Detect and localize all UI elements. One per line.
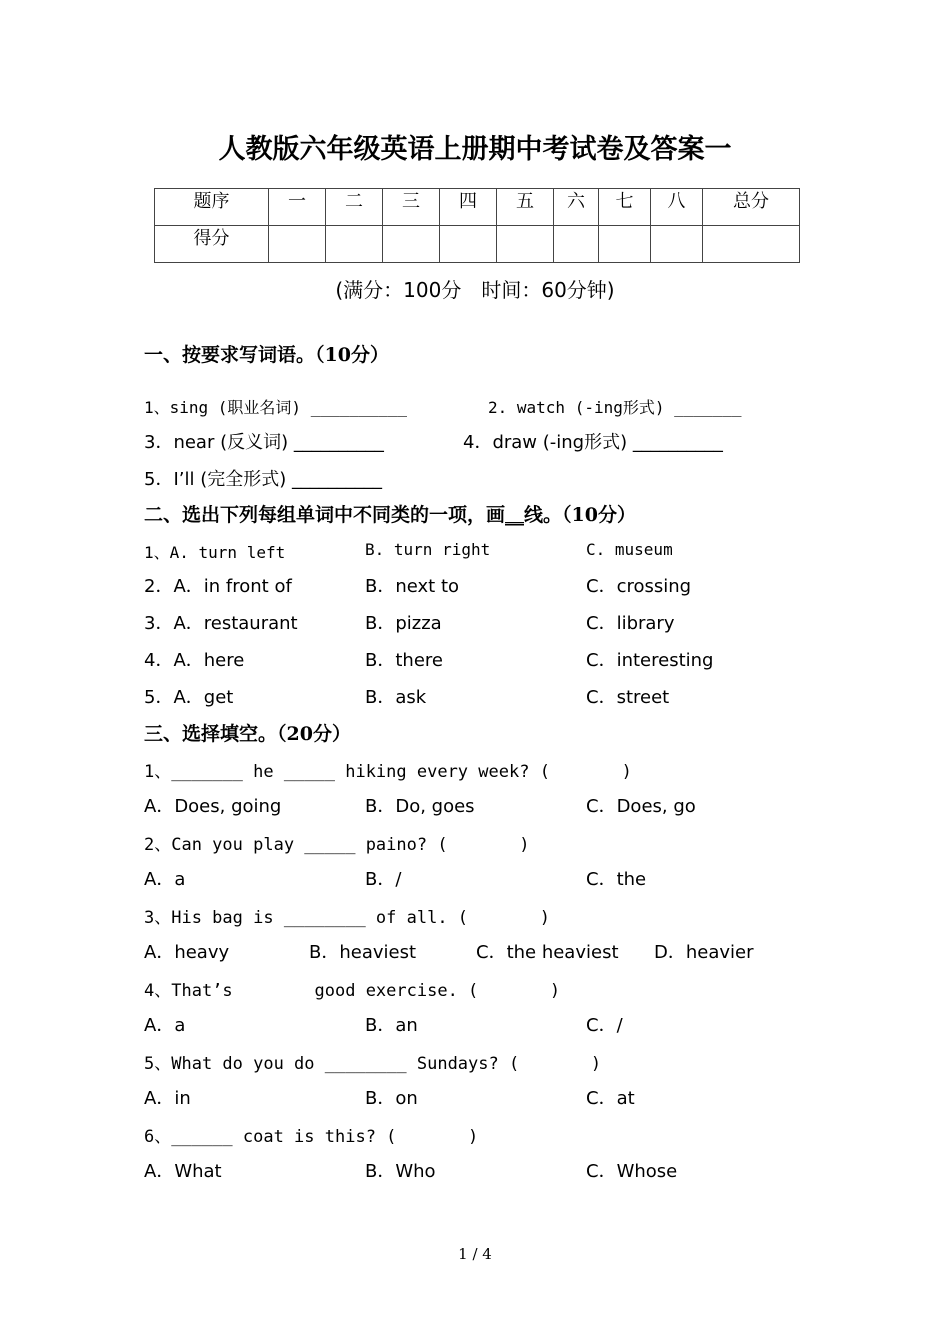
s3-q4-option-a: A．a bbox=[144, 1015, 186, 1036]
s3-q2-option-b: B．/ bbox=[365, 869, 402, 890]
s1-question-5: 5．I’ll (完全形式) __________ bbox=[144, 469, 382, 490]
s3-q2-option-c: C．the bbox=[586, 869, 647, 890]
score-header-cell: 五 bbox=[497, 189, 554, 226]
score-cell[interactable] bbox=[554, 226, 599, 263]
score-header-cell: 三 bbox=[383, 189, 440, 226]
s3-q6-option-b: B．Who bbox=[365, 1161, 436, 1182]
s3-question-3: 3、His bag is ________ of all. ( ) bbox=[144, 908, 550, 928]
s1-question-2: 2. watch (-ing形式) _______ bbox=[488, 398, 742, 417]
s3-q6-option-c: C．Whose bbox=[586, 1161, 678, 1182]
s2-row3-option-b: B．pizza bbox=[365, 613, 442, 634]
s3-question-2: 2、Can you play _____ paino? ( ) bbox=[144, 835, 530, 855]
s2-row5-option-a: 5．A．get bbox=[144, 687, 234, 708]
score-cell[interactable] bbox=[383, 226, 440, 263]
s3-q1-option-a: A．Does, going bbox=[144, 796, 282, 817]
s3-question-1: 1、_______ he _____ hiking every week? ( ) bbox=[144, 762, 632, 782]
s2-row2-option-b: B．next to bbox=[365, 576, 460, 597]
s2-row5-option-b: B．ask bbox=[365, 687, 427, 708]
s2-row1-option-c: C. museum bbox=[586, 540, 673, 559]
section1-heading: 一、按要求写词语。（10分） bbox=[144, 344, 389, 366]
s3-question-5: 5、What do you do ________ Sundays? ( ) bbox=[144, 1054, 602, 1074]
score-header-cell: 题序 bbox=[155, 189, 269, 226]
s2-row3-option-c: C．library bbox=[586, 613, 675, 634]
s2-row2-option-c: C．crossing bbox=[586, 576, 692, 597]
s3-q5-option-c: C．at bbox=[586, 1088, 635, 1109]
page-number: 1 / 4 bbox=[458, 1245, 492, 1263]
s2-row4-option-a: 4．A．here bbox=[144, 650, 245, 671]
s2-row4-option-b: B．there bbox=[365, 650, 443, 671]
s3-q6-option-a: A．What bbox=[144, 1161, 222, 1182]
s3-q4-option-b: B．an bbox=[365, 1015, 418, 1036]
page-title: 人教版六年级英语上册期中考试卷及答案一 bbox=[218, 134, 732, 165]
s3-q5-option-b: B．on bbox=[365, 1088, 418, 1109]
s3-question-6: 6、______ coat is this? ( ) bbox=[144, 1127, 479, 1147]
s1-question-4: 4．draw (-ing形式) __________ bbox=[463, 432, 723, 453]
score-header-cell: 二 bbox=[326, 189, 383, 226]
score-cell[interactable] bbox=[326, 226, 383, 263]
s1-question-1: 1、sing (职业名词) __________ bbox=[144, 398, 408, 417]
score-cell[interactable] bbox=[269, 226, 326, 263]
score-cell[interactable] bbox=[599, 226, 651, 263]
s3-q3-option-a: A．heavy bbox=[144, 942, 230, 963]
s2-row2-option-a: 2．A．in front of bbox=[144, 576, 292, 597]
s2-row1-option-a: 1、A. turn left bbox=[144, 543, 286, 562]
section2-heading-underline: __ bbox=[505, 504, 525, 526]
score-header-cell: 七 bbox=[599, 189, 651, 226]
s3-q1-option-c: C．Does, go bbox=[586, 796, 696, 817]
score-table-score-row bbox=[155, 226, 800, 263]
score-cell[interactable] bbox=[651, 226, 703, 263]
s3-q4-option-c: C．/ bbox=[586, 1015, 623, 1036]
s3-q3-option-c: C．the heaviest bbox=[476, 942, 619, 963]
section3-heading: 三、选择填空。（20分） bbox=[144, 723, 351, 745]
s3-q1-option-b: B．Do, goes bbox=[365, 796, 475, 817]
s3-q3-option-b: B．heaviest bbox=[309, 942, 417, 963]
score-row-label: 得分 bbox=[155, 226, 269, 263]
s2-row5-option-c: C．street bbox=[586, 687, 670, 708]
s3-q2-option-a: A．a bbox=[144, 869, 186, 890]
s3-q3-option-d: D．heavier bbox=[654, 942, 754, 963]
score-header-cell: 四 bbox=[440, 189, 497, 226]
s3-question-4: 4、That’s good exercise. ( ) bbox=[144, 981, 561, 1001]
score-table bbox=[154, 188, 800, 263]
score-cell[interactable] bbox=[703, 226, 800, 263]
score-header-cell: 一 bbox=[269, 189, 326, 226]
section2-heading-text-end: 线。（10分） bbox=[524, 504, 636, 526]
score-cell[interactable] bbox=[497, 226, 554, 263]
s3-q5-option-a: A．in bbox=[144, 1088, 191, 1109]
s2-row1-option-b: B. turn right bbox=[365, 540, 491, 559]
score-table-header-row bbox=[155, 189, 800, 226]
score-header-cell: 总分 bbox=[703, 189, 800, 226]
section2-heading bbox=[144, 500, 636, 527]
s1-question-3: 3．near (反义词) __________ bbox=[144, 432, 384, 453]
s2-row4-option-c: C．interesting bbox=[586, 650, 714, 671]
score-header-cell: 六 bbox=[554, 189, 599, 226]
section2-heading-text: 二、选出下列每组单词中不同类的一项，画 bbox=[144, 504, 506, 526]
score-header-cell: 八 bbox=[651, 189, 703, 226]
score-cell[interactable] bbox=[440, 226, 497, 263]
s2-row3-option-a: 3．A．restaurant bbox=[144, 613, 298, 634]
exam-info: (满分：100分 时间：60分钟) bbox=[335, 278, 615, 302]
